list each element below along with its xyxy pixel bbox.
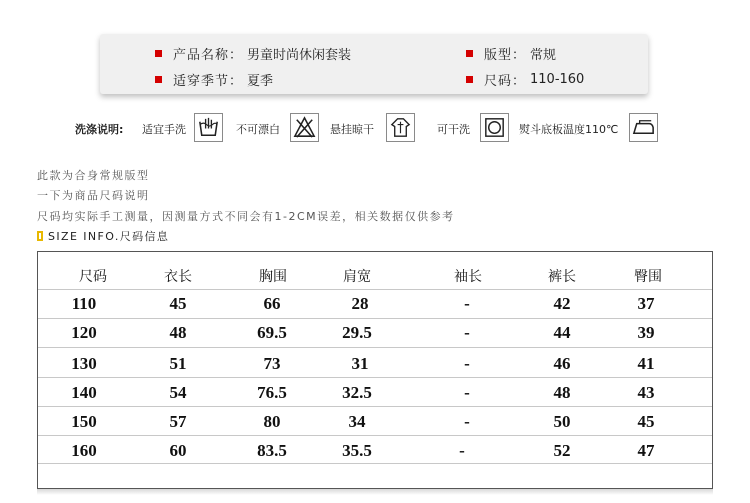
table-header-cell: 臀围 [634, 269, 662, 285]
table-cell: 66 [263, 294, 281, 313]
table-cell: 28 [351, 294, 369, 313]
table-cell: 57 [169, 412, 187, 431]
bullet-icon [155, 50, 162, 57]
product-info-card [100, 34, 648, 94]
table-cell: 31 [351, 354, 369, 373]
marker-icon [37, 231, 43, 241]
table-cell: 150 [71, 412, 97, 431]
table-header-cell: 胸围 [259, 269, 287, 285]
table-cell: 54 [169, 383, 187, 402]
size-range-value: 110-160 [530, 72, 585, 87]
bullet-icon [466, 50, 473, 57]
table-cell: 76.5 [257, 383, 287, 402]
wash-label-hang-dry: 悬挂晾干 [330, 123, 374, 136]
season-row [155, 70, 273, 89]
table-cell: 44 [553, 323, 571, 342]
table-cell: 52 [553, 441, 571, 460]
table-cell: 37 [637, 294, 655, 313]
wash-label-hand-wash: 适宜手洗 [142, 123, 186, 136]
bullet-icon [155, 76, 162, 83]
table-cell: - [464, 383, 470, 402]
note-fit: 此款为合身常规版型 [37, 169, 150, 182]
table-cell: 69.5 [257, 323, 287, 342]
wash-instructions [0, 113, 750, 143]
table-cell: 80 [263, 412, 281, 431]
wash-label-dry-clean: 可干洗 [437, 123, 470, 136]
fit-row [466, 44, 556, 63]
hand-wash-icon [194, 113, 223, 142]
no-bleach-icon [290, 113, 319, 142]
table-shadow [37, 489, 713, 495]
table-cell: 120 [71, 323, 97, 342]
table-row [38, 288, 712, 316]
table-cell: 50 [553, 412, 571, 431]
table-header-cell: 袖长 [454, 269, 482, 285]
wash-label-iron: 熨斗底板温度110℃ [519, 123, 619, 136]
size-table [37, 251, 713, 489]
table-cell: 130 [71, 354, 97, 373]
table-row [38, 377, 712, 405]
table-cell: - [464, 323, 470, 342]
table-cell: 160 [71, 441, 97, 460]
table-cell: 43 [637, 383, 655, 402]
iron-icon [629, 113, 658, 142]
product-name-value: 男童时尚休闲套装 [247, 48, 352, 63]
table-header-cell: 衣长 [164, 269, 192, 285]
table-cell: 51 [169, 354, 187, 373]
wash-title: 洗涤说明: [75, 123, 124, 136]
table-cell: 34 [348, 412, 366, 431]
table-cell: - [464, 294, 470, 313]
wash-label-no-bleach: 不可漂白 [236, 123, 280, 136]
size-info-heading [37, 228, 169, 244]
table-cell: 39 [637, 323, 655, 342]
table-cell: - [464, 412, 470, 431]
table-cell: 110 [71, 294, 97, 313]
table-cell: 46 [553, 354, 571, 373]
table-cell: 48 [169, 323, 187, 342]
table-cell: 45 [637, 412, 655, 431]
table-cell: 47 [637, 441, 655, 460]
size-range-label: 尺码： [484, 74, 527, 89]
dry-clean-icon [480, 113, 509, 142]
season-value: 夏季 [247, 74, 274, 89]
table-header-cell: 尺码 [79, 269, 107, 285]
table-row [38, 406, 712, 434]
fit-value: 常规 [530, 48, 557, 63]
table-cell: 29.5 [342, 323, 372, 342]
product-name-row [155, 44, 351, 63]
table-header-cell: 裤长 [548, 269, 576, 285]
table-cell: - [464, 354, 470, 373]
note-size-intro: 一下为商品尺码说明 [37, 189, 150, 202]
table-row [38, 317, 712, 345]
fit-label: 版型： [484, 48, 527, 63]
table-cell: 60 [169, 441, 187, 460]
size-info-text: SIZE INFO.尺码信息 [48, 230, 170, 243]
row-divider [38, 463, 712, 464]
table-row [38, 348, 712, 376]
season-label: 适穿季节： [173, 74, 244, 89]
table-cell: 140 [71, 383, 97, 402]
table-header-cell: 肩宽 [343, 269, 371, 285]
product-name-label: 产品名称： [173, 48, 244, 63]
table-row [38, 435, 712, 463]
table-cell: 73 [263, 354, 281, 373]
table-cell: 45 [169, 294, 187, 313]
table-cell: 48 [553, 383, 571, 402]
bullet-icon [466, 76, 473, 83]
table-cell: 35.5 [342, 441, 372, 460]
note-measurement: 尺码均实际手工测量，因测量方式不同会有1-2CM误差，相关数据仅供参考 [37, 210, 455, 223]
table-cell: 41 [637, 354, 655, 373]
hang-dry-icon [386, 113, 415, 142]
table-cell: - [459, 441, 465, 460]
size-range-row [466, 70, 584, 89]
table-cell: 32.5 [342, 383, 372, 402]
table-cell: 83.5 [257, 441, 287, 460]
table-cell: 42 [553, 294, 571, 313]
